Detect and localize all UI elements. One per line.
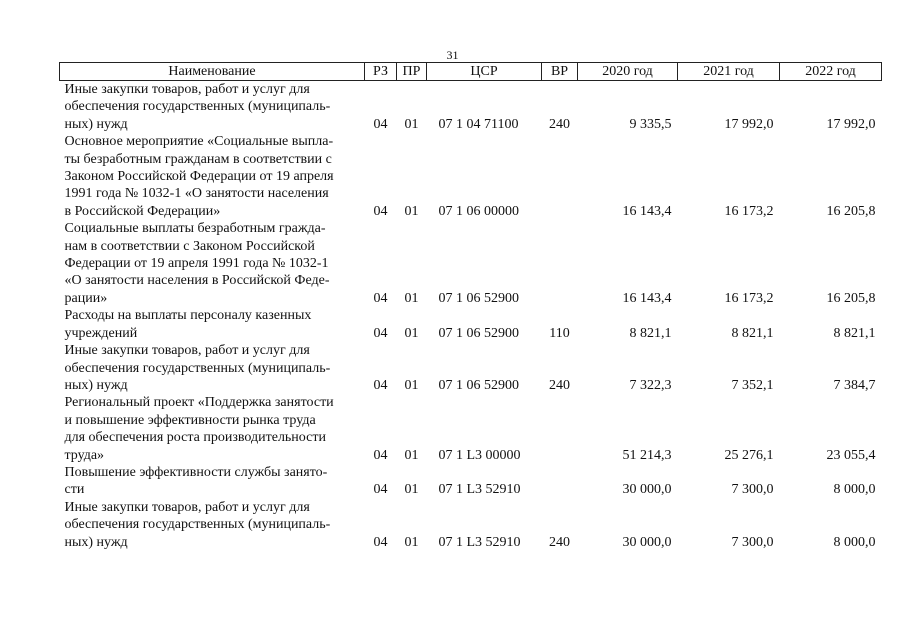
row-2021: 16 173,2 [724, 290, 774, 306]
row-csr: 07 1 06 52900 [438, 377, 519, 393]
row-name: Расходы на выплаты персоналу казенных учреждений [64, 308, 312, 341]
row-pr: 01 [404, 116, 419, 132]
table-row [60, 499, 882, 551]
row-vr: 240 [549, 534, 570, 550]
row-name: Иные закупки товаров, работ и услуг для обеспечения государственных (муниципаль- ных) нужд [64, 343, 331, 393]
row-pr: 01 [404, 325, 419, 341]
row-2022: 16 205,8 [826, 203, 876, 219]
row-pr: 01 [404, 482, 419, 498]
row-rz: 04 [373, 116, 388, 132]
row-vr [542, 220, 578, 307]
row-2020: 16 143,4 [622, 290, 672, 306]
row-pr: 01 [404, 534, 419, 550]
row-pr: 01 [404, 447, 419, 463]
header-vr: ВР [542, 63, 578, 81]
row-2021: 16 173,2 [724, 203, 774, 219]
row-rz: 04 [373, 482, 388, 498]
table-row [60, 81, 882, 134]
row-2021: 8 821,1 [731, 325, 774, 341]
row-2020: 7 322,3 [629, 377, 672, 393]
row-2021: 17 992,0 [724, 116, 774, 132]
page-number: 31 [446, 48, 459, 62]
row-rz: 04 [373, 534, 388, 550]
header-rz: РЗ [365, 63, 397, 81]
table-row [60, 307, 882, 342]
header-row [60, 63, 882, 81]
row-2022: 7 384,7 [833, 377, 876, 393]
row-pr: 01 [404, 290, 419, 306]
row-rz: 04 [373, 447, 388, 463]
row-csr: 07 1 L3 52910 [438, 534, 521, 550]
row-pr: 01 [404, 203, 419, 219]
header-pr: ПР [397, 63, 427, 81]
row-rz: 04 [373, 325, 388, 341]
row-rz: 04 [373, 377, 388, 393]
table-row [60, 342, 882, 394]
row-2021: 25 276,1 [724, 447, 774, 463]
budget-table [59, 62, 882, 551]
row-2022: 8 000,0 [833, 482, 876, 498]
row-csr: 07 1 L3 52910 [438, 482, 521, 498]
row-vr: 240 [549, 377, 570, 393]
row-2022: 8 821,1 [833, 325, 876, 341]
row-csr: 07 1 06 52900 [438, 325, 519, 341]
table-row [60, 464, 882, 499]
header-name: Наименование [60, 63, 365, 81]
row-2021: 7 352,1 [731, 377, 774, 393]
header-2020: 2020 год [578, 63, 678, 81]
row-csr: 07 1 04 71100 [438, 116, 519, 132]
row-vr [542, 133, 578, 220]
row-csr: 07 1 06 00000 [438, 203, 519, 219]
table-row [60, 220, 882, 307]
row-vr: 110 [549, 325, 570, 341]
header-2022: 2022 год [780, 63, 882, 81]
row-2020: 30 000,0 [622, 482, 672, 498]
header-csr: ЦСР [427, 63, 542, 81]
table-body [60, 81, 882, 551]
row-2020: 51 214,3 [622, 447, 672, 463]
table-row [60, 394, 882, 464]
table-row [60, 133, 882, 220]
row-name: Региональный проект «Поддержка занятости и повышение эффективности рынка труда для обеспечения роста производительности труда» [64, 395, 334, 463]
table-header [60, 63, 882, 81]
row-2020: 9 335,5 [629, 116, 672, 132]
row-csr: 07 1 L3 00000 [438, 447, 521, 463]
header-2021: 2021 год [678, 63, 780, 81]
row-pr: 01 [404, 377, 419, 393]
row-rz: 04 [373, 203, 388, 219]
row-name: Иные закупки товаров, работ и услуг для обеспечения государственных (муниципаль- ных) нужд [64, 499, 331, 550]
row-2022: 8 000,0 [833, 534, 876, 550]
row-2020: 16 143,4 [622, 203, 672, 219]
row-2021: 7 300,0 [731, 534, 774, 550]
row-2022: 23 055,4 [826, 447, 876, 463]
row-2022: 16 205,8 [826, 290, 876, 306]
row-csr: 07 1 06 52900 [438, 290, 519, 306]
row-vr: 240 [549, 116, 570, 132]
row-2021: 7 300,0 [731, 482, 774, 498]
row-2020: 30 000,0 [622, 534, 672, 550]
row-2020: 8 821,1 [629, 325, 672, 341]
row-name: Иные закупки товаров, работ и услуг для обеспечения государственных (муниципаль- ных) нужд [64, 82, 331, 132]
row-name: Повышение эффективности службы занято- сти [64, 464, 328, 498]
row-rz: 04 [373, 290, 388, 306]
row-vr [542, 464, 578, 499]
row-name: Основное мероприятие «Социальные выпла- ты безработным гражданам в соответствии с Законом Российской Федерации от 19 апреля 1991 года № 1032-1 «О занятости населения в Российской Федерации» [64, 134, 334, 219]
row-2022: 17 992,0 [826, 116, 876, 132]
row-vr [542, 394, 578, 464]
row-name: Социальные выплаты безработным гражда- нам в соответствии с Законом Российской Федерации от 19 апреля 1991 года № 1032-1 «О занятости населения в Российской Феде- рации» [64, 221, 330, 306]
